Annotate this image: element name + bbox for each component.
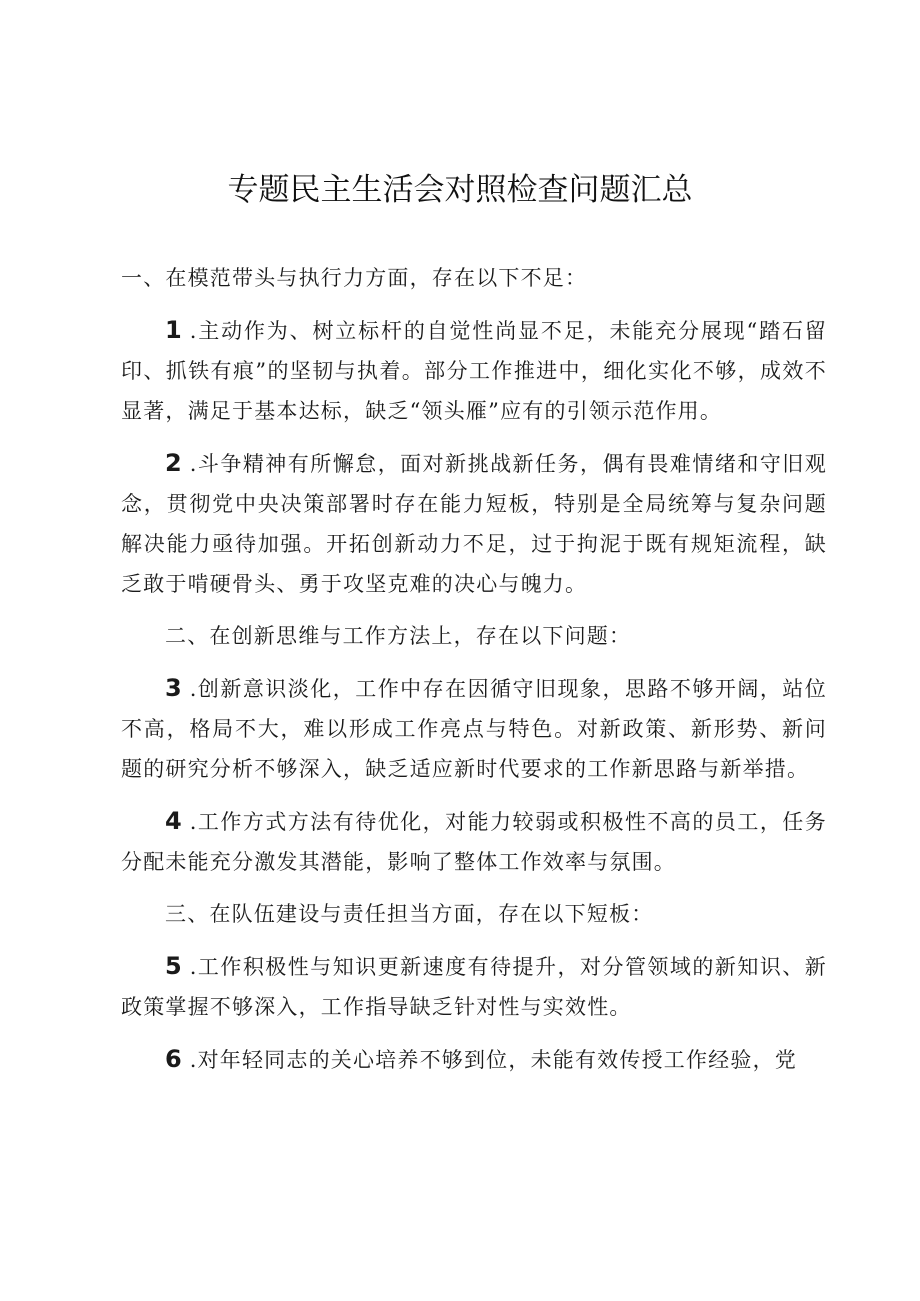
section-heading: 一、在模范带头与执行力方面，存在以下不足：: [121, 266, 588, 290]
item-text: .创新意识淡化，工作中存在因循守旧现象，思路不够开阔，站位不高，格局不大，难以形成工作亮点与特色。对新政策、新形势、新问题的研究分析不够深入，缺乏适应新时代要求的工作新思路与新举措。: [121, 677, 827, 781]
list-item: [121, 443, 827, 604]
item-text: .主动作为、树立标杆的自觉性尚显不足，未能充分展现“踏石留印、抓铁有痕”的坚韧与执着。部分工作推进中，细化实化不够，成效不显著，满足于基本达标，缺乏“领头雁”应有的引领示范作用。: [121, 319, 827, 423]
list-item: [121, 946, 827, 1027]
item-text: .对年轻同志的关心培养不够到位，未能有效传授工作经验，党: [189, 1048, 797, 1072]
item-number: 1: [165, 316, 188, 344]
item-text: .工作方式方法有待优化，对能力较弱或积极性不高的员工，任务分配未能充分激发其潜能，影响了整体工作效率与氛围。: [121, 810, 827, 874]
item-number: 5: [165, 952, 188, 980]
item-number: 3: [165, 674, 188, 702]
list-item: [121, 668, 827, 789]
item-number: 4: [165, 807, 188, 835]
item-text: .工作积极性与知识更新速度有待提升，对分管领域的新知识、新政策掌握不够深入，工作指导缺乏针对性与实效性。: [121, 955, 827, 1019]
list-item: [121, 310, 827, 431]
item-number: 6: [165, 1045, 188, 1073]
section-heading: 二、在创新思维与工作方法上，存在以下问题：: [165, 624, 632, 648]
section-heading: 三、在队伍建设与责任担当方面，存在以下短板：: [165, 902, 654, 926]
list-item: [121, 1039, 827, 1080]
item-number: 2: [165, 449, 188, 477]
item-text: .斗争精神有所懈怠，面对新挑战新任务，偶有畏难情绪和守旧观念，贯彻党中央决策部署时存在能力短板，特别是全局统筹与复杂问题解决能力亟待加强。开拓创新动力不足，过于拘泥于既有规矩流程，缺乏敢于啃硬骨头、勇于攻坚克难的决心与魄力。: [121, 452, 827, 596]
document-body: [121, 258, 827, 1092]
document-title: 专题民主生活会对照检查问题汇总: [227, 172, 693, 208]
list-item: [121, 801, 827, 882]
